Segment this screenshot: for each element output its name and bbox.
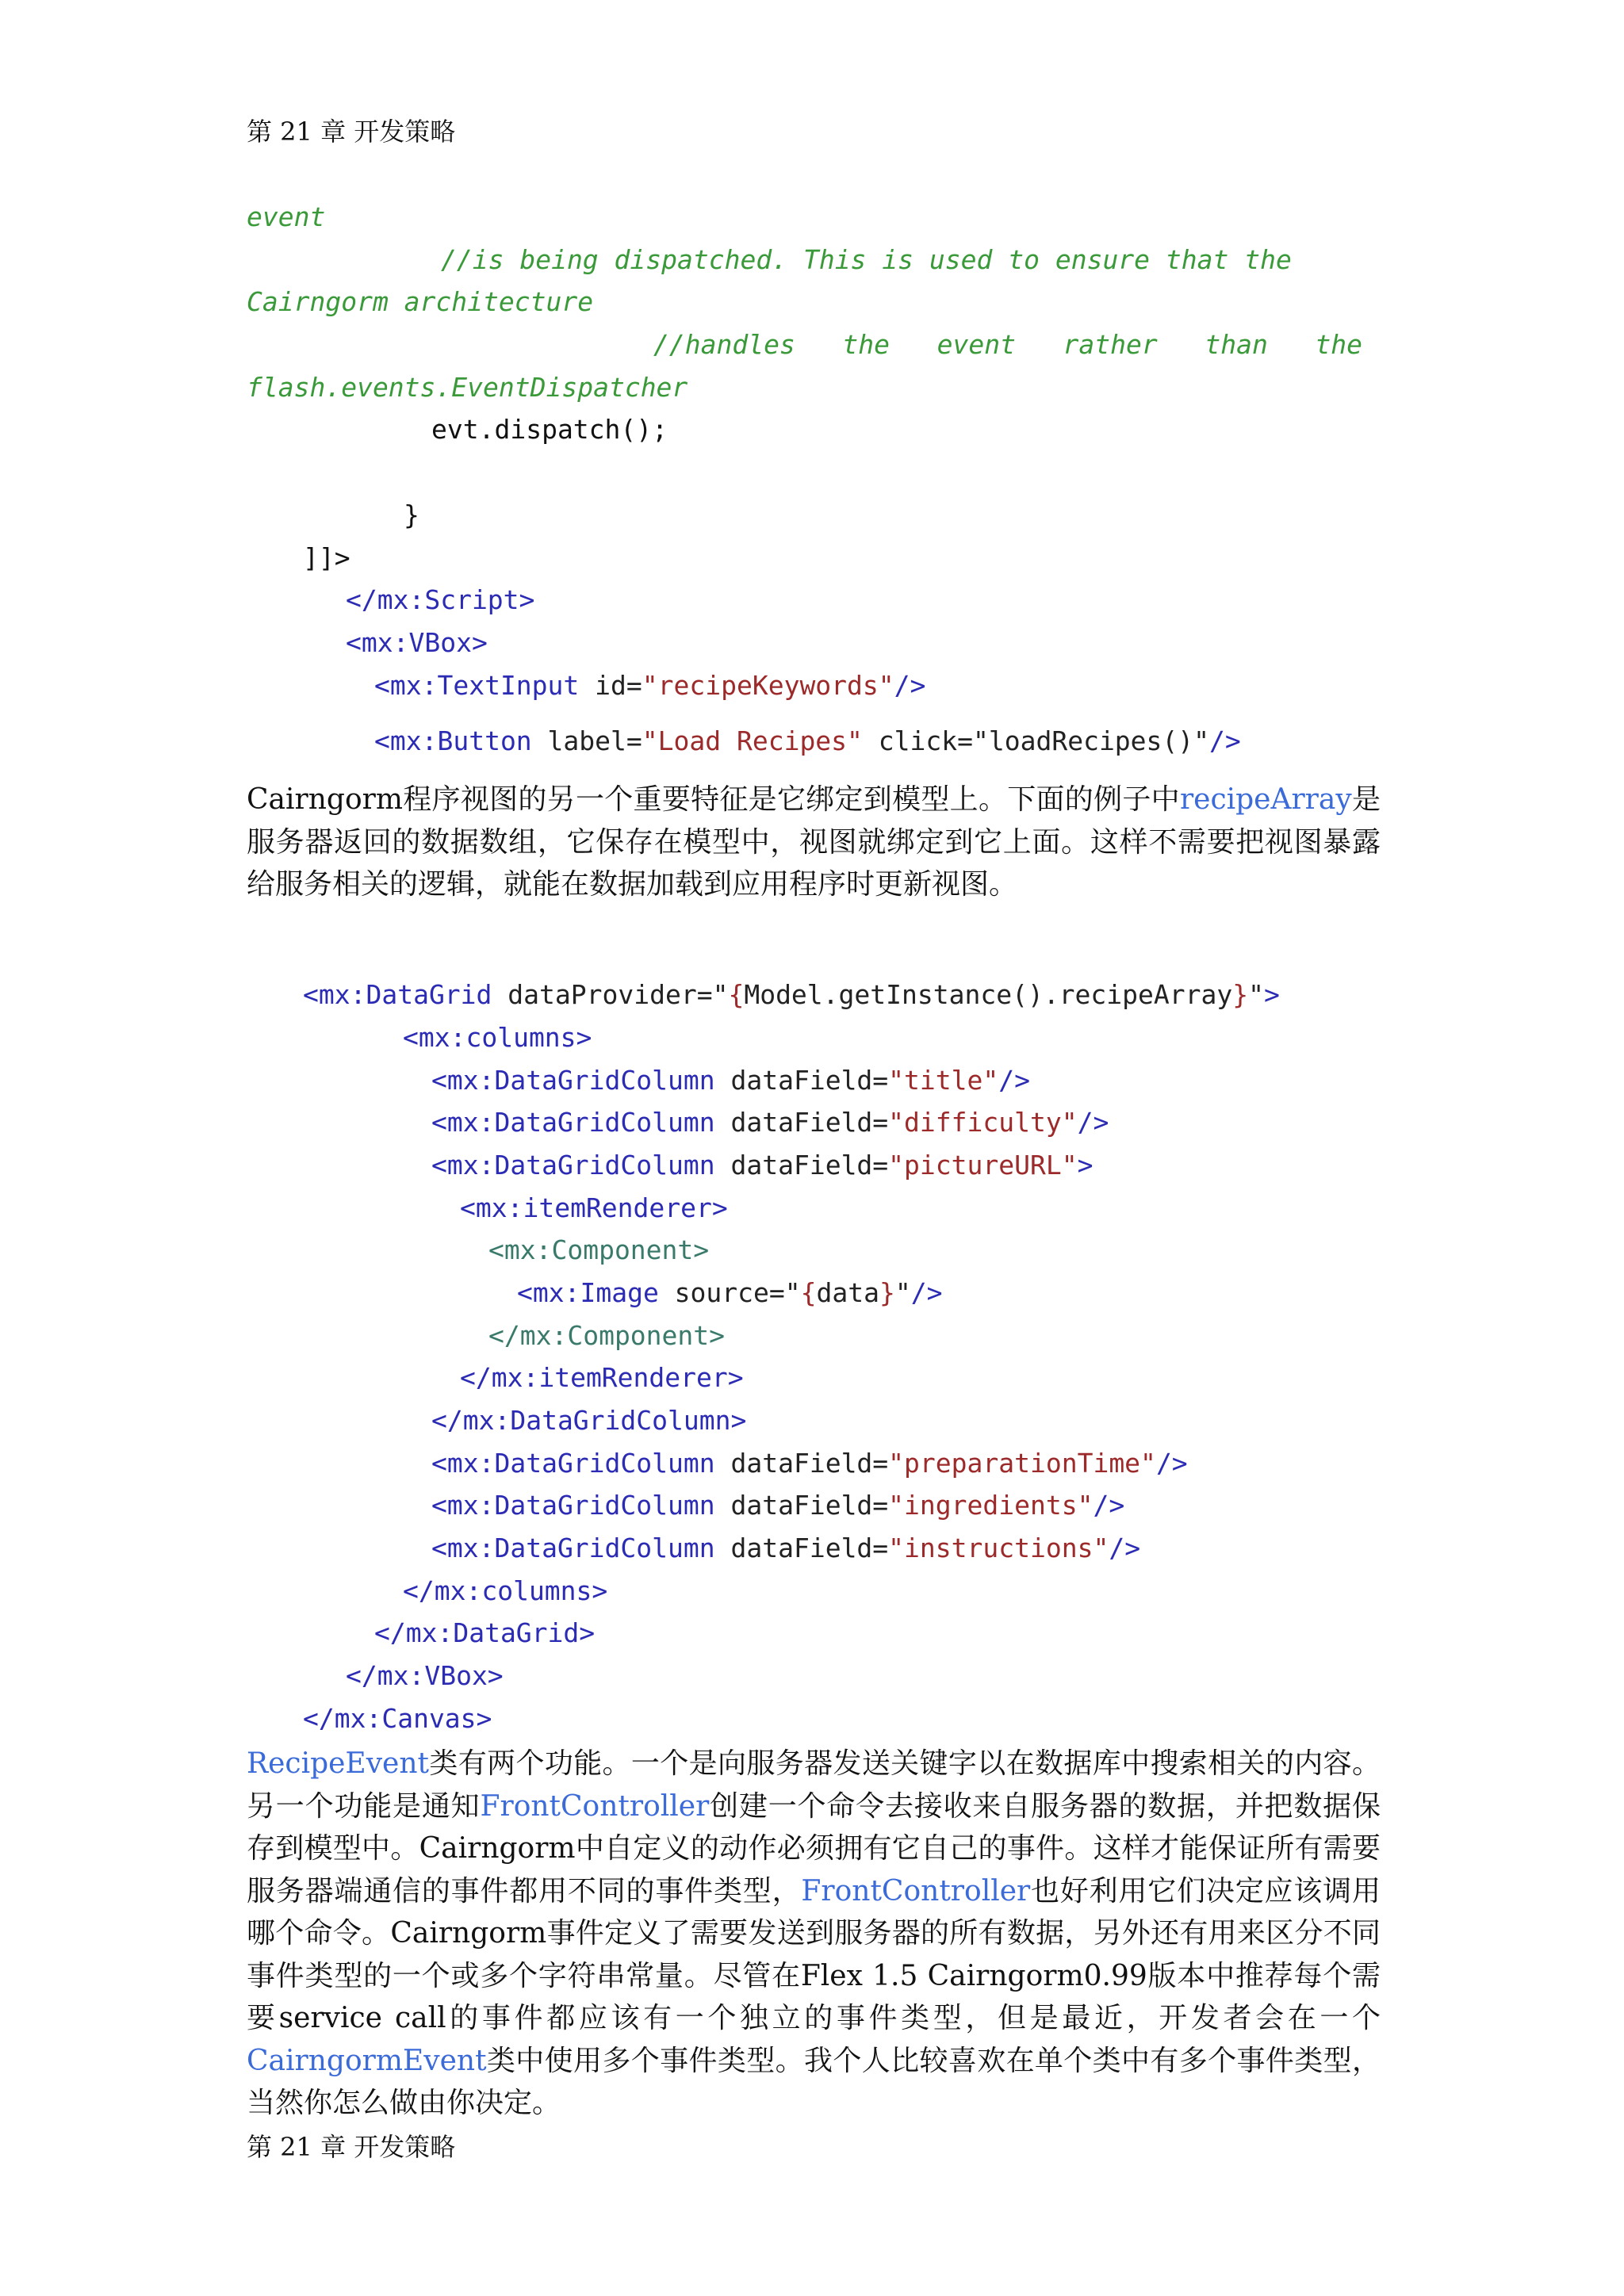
code-token: /> — [998, 1065, 1030, 1096]
code-comment-1: event — [247, 201, 326, 232]
page-footer: 第 21 章 开发策略 — [247, 2132, 456, 2162]
code-token: > — [1263, 979, 1280, 1010]
code-token: /> — [1077, 1107, 1109, 1138]
paragraph-recipe-event — [247, 1743, 1381, 2125]
code-script-close: </mx:Script> — [346, 584, 535, 615]
code-token: <mx:TextInput — [374, 670, 580, 701]
paragraph-view-binding — [247, 779, 1381, 906]
code-token: > — [1077, 1150, 1094, 1181]
code-button-line — [374, 725, 1241, 757]
code-token: source= — [658, 1277, 785, 1308]
code-token: "pictureURL" — [888, 1150, 1078, 1181]
code-token: " — [894, 1277, 911, 1308]
code-token: <mx:DataGridColumn — [431, 1065, 715, 1096]
code-columns-close: </mx:columns> — [403, 1575, 608, 1606]
code-datagrid-close: </mx:DataGrid> — [374, 1617, 596, 1648]
inline-link-recipeevent[interactable]: RecipeEvent — [247, 1747, 430, 1780]
code-comment-5: flash.events.EventDispatcher — [247, 372, 688, 403]
code-token: click= — [862, 725, 973, 756]
inline-link-frontcontroller[interactable]: FrontController — [480, 1789, 710, 1823]
code-cdata-end: ]]> — [303, 542, 350, 573]
code-column-difficulty — [431, 1107, 1109, 1138]
code-textinput-line — [374, 670, 925, 702]
code-token: "recipeKeywords" — [642, 670, 894, 701]
code-token: <mx:DataGridColumn — [431, 1107, 715, 1138]
code-token: <mx:Button — [374, 725, 532, 756]
code-column-close: </mx:DataGridColumn> — [431, 1405, 747, 1436]
code-token: /> — [910, 1277, 943, 1308]
code-vbox-close: </mx:VBox> — [346, 1660, 504, 1691]
code-token: /> — [1209, 725, 1241, 756]
code-itemrenderer-open: <mx:itemRenderer> — [460, 1192, 728, 1223]
code-column-title — [431, 1065, 1030, 1096]
code-column-pictureurl — [431, 1150, 1093, 1181]
code-comment-4: //handles the event rather than the — [653, 329, 1363, 360]
code-token: dataField= — [714, 1490, 889, 1521]
code-token: <mx:DataGridColumn — [431, 1533, 715, 1563]
code-token: <mx:DataGrid — [303, 979, 492, 1010]
code-token: " — [1248, 979, 1264, 1010]
code-closing-brace: } — [404, 499, 419, 530]
paragraph-text: 类中使用多个事件类型。我个人比较喜欢在单个类中有多个事件类型，当然你怎么做由你决定。 — [247, 2044, 1381, 2119]
paragraph-text: 是服务器返回的数据数组，它保存在模型中，视图就绑定到它上面。这样不需要把视图暴露给服务相关的逻辑，就能在数据加载到应用程序时更新视图。 — [247, 783, 1381, 901]
code-token: { — [800, 1277, 817, 1308]
inline-link-frontcontroller[interactable]: FrontController — [801, 1874, 1031, 1908]
code-column-instructions — [431, 1533, 1140, 1564]
code-token: dataField= — [714, 1150, 889, 1181]
code-component-close: </mx:Component> — [488, 1320, 726, 1351]
inline-link-cairngormevent[interactable]: CairngormEvent — [247, 2044, 487, 2077]
code-token: /> — [1109, 1533, 1141, 1563]
code-comment-3: Cairngorm architecture — [247, 286, 594, 317]
code-image-line — [517, 1277, 943, 1309]
code-token: } — [879, 1277, 895, 1308]
paragraph-text: Cairngorm程序视图的另一个重要特征是它绑定到模型上。下面的例子中 — [247, 783, 1180, 816]
code-token: <mx:DataGridColumn — [431, 1448, 715, 1479]
code-canvas-close: </mx:Canvas> — [303, 1703, 492, 1734]
inline-link-recipearray[interactable]: recipeArray — [1179, 783, 1352, 816]
code-columns-open: <mx:columns> — [403, 1022, 592, 1053]
code-datagrid-open — [303, 979, 1280, 1011]
paragraph-text: 创建一个命令去接收来自服务器的数据，并把数据保存到模型中。Cairngorm中自定义的动作必须拥有它自己的事件。这样才能保证所有需要服务器端通信的事件都用不同的事件类型， — [247, 1789, 1381, 1908]
code-token: dataField= — [714, 1448, 889, 1479]
code-token: dataProvider= — [492, 979, 713, 1010]
code-itemrenderer-close: </mx:itemRenderer> — [460, 1362, 744, 1393]
paragraph-text: 类有两个功能。一个是向服务器发送关键字以在数据库中搜索相关的内容。另一个功能是通知 — [247, 1747, 1381, 1823]
code-token: Model.getInstance().recipeArray — [744, 979, 1233, 1010]
code-dispatch-statement: evt.dispatch(); — [431, 414, 668, 445]
code-column-ingredients — [431, 1490, 1124, 1521]
code-token: " — [712, 979, 729, 1010]
code-token: /> — [894, 670, 926, 701]
code-token: "Load Recipes" — [642, 725, 863, 756]
code-token: dataField= — [714, 1065, 889, 1096]
code-token: dataField= — [714, 1533, 889, 1563]
code-token: "ingredients" — [888, 1490, 1094, 1521]
code-column-preparationtime — [431, 1448, 1188, 1479]
code-token: <mx:DataGridColumn — [431, 1150, 715, 1181]
code-component-open: <mx:Component> — [488, 1234, 710, 1265]
page-header: 第 21 章 开发策略 — [247, 117, 456, 147]
code-token: label= — [531, 725, 642, 756]
code-token: "preparationTime" — [888, 1448, 1156, 1479]
code-token: /> — [1155, 1448, 1188, 1479]
code-token: " — [784, 1277, 801, 1308]
paragraph-text: 也好利用它们决定应该调用哪个命令。Cairngorm事件定义了需要发送到服务器的所有数据，另外还有用来区分不同事件类型的一个或多个字符串常量。尽管在Flex 1.5 Cairngorm0.99版本中推荐每个需要service call的事件都应该有一个独立的事件类型，但是最近，开发者会在一个 — [247, 1874, 1381, 2034]
code-token: dataField= — [714, 1107, 889, 1138]
code-vbox-open: <mx:VBox> — [346, 627, 488, 658]
code-token: id= — [579, 670, 642, 701]
code-token: /> — [1093, 1490, 1125, 1521]
code-token: <mx:Image — [517, 1277, 659, 1308]
code-token: "loadRecipes()" — [973, 725, 1210, 756]
code-token: "title" — [888, 1065, 999, 1096]
code-token: "instructions" — [888, 1533, 1109, 1563]
code-token: "difficulty" — [888, 1107, 1078, 1138]
code-token: { — [728, 979, 745, 1010]
code-token: <mx:DataGridColumn — [431, 1490, 715, 1521]
code-comment-2: //is being dispatched. This is used to ensure that the — [441, 244, 1292, 275]
code-token: } — [1232, 979, 1249, 1010]
code-token: data — [816, 1277, 879, 1308]
